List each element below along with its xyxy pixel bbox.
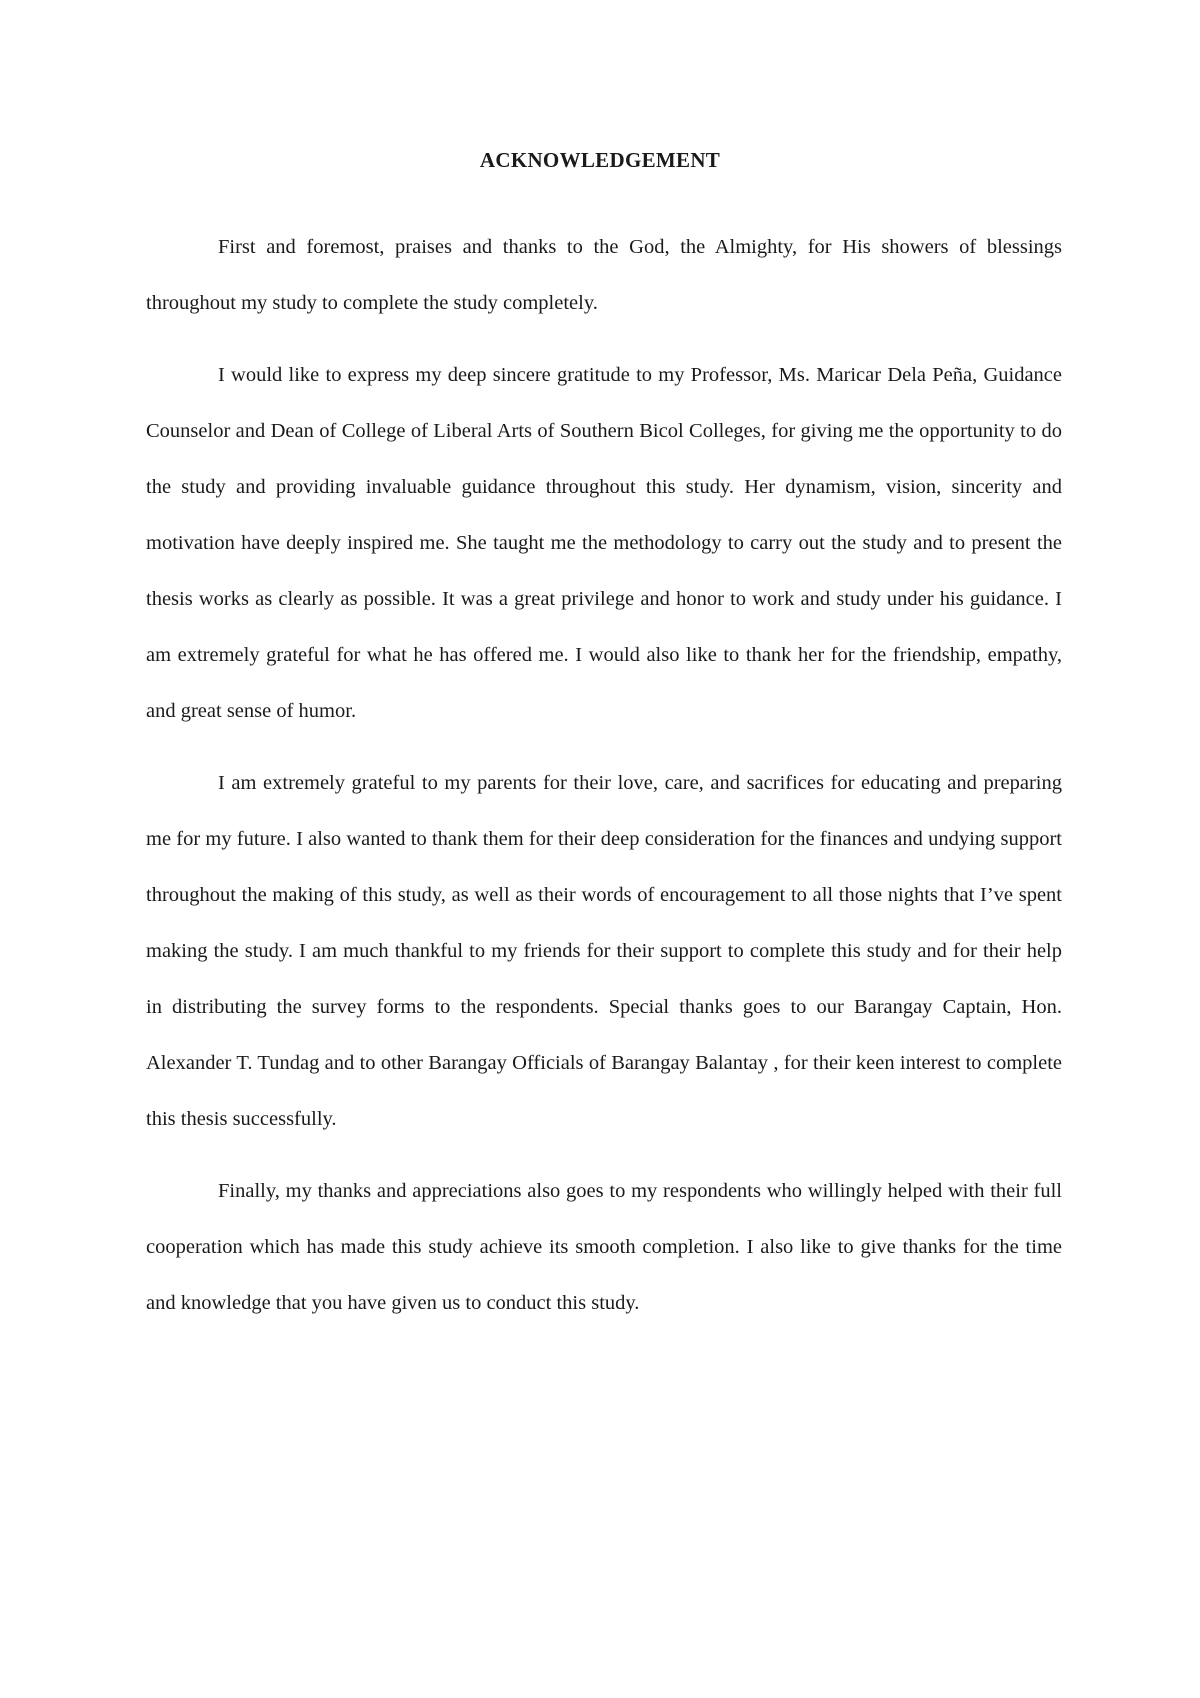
paragraph-praises: First and foremost, praises and thanks to the God, the Almighty, for His showers of blessings throughout my study to complete the study completely. [146,236,1062,314]
paragraph-parents: I am extremely grateful to my parents for their love, care, and sacrifices for educating and preparing me for my future. I also wanted to thank them for their deep consideration for the finances and undying support throughout the making of this study, as well as their words of encouragement to all those nights that I’ve spent making the study. I am much thankful to my friends for their support to complete this study and for their help in distributing the survey forms to the respondents. Special thanks goes to our Barangay Captain, Hon. Alexander T. Tundag and to other Barangay Officials of Barangay Balantay , for their keen interest to complete this thesis successfully. [146,772,1062,1130]
page-title: ACKNOWLEDGEMENT [479,148,721,172]
paragraph-professor: I would like to express my deep sincere gratitude to my Professor, Ms. Maricar Dela Peña, Guidance Counselor and Dean of College of Liberal Arts of Southern Bicol Colleges, for giving me the opportunity to do the study and providing invaluable guidance throughout this study. Her dynamism, vision, sincerity and motivation have deeply inspired me. She taught me the methodology to carry out the study and to present the thesis works as clearly as possible. It was a great privilege and honor to work and study under his guidance. I am extremely grateful for what he has offered me. I would also like to thank her for the friendship, empathy, and great sense of humor. [146,364,1062,722]
paragraph-respondents: Finally, my thanks and appreciations also goes to my respondents who willingly helped with their full cooperation which has made this study achieve its smooth completion. I also like to give thanks for the time and knowledge that you have given us to conduct this study. [146,1180,1062,1314]
acknowledgement-body [146,219,1062,1347]
